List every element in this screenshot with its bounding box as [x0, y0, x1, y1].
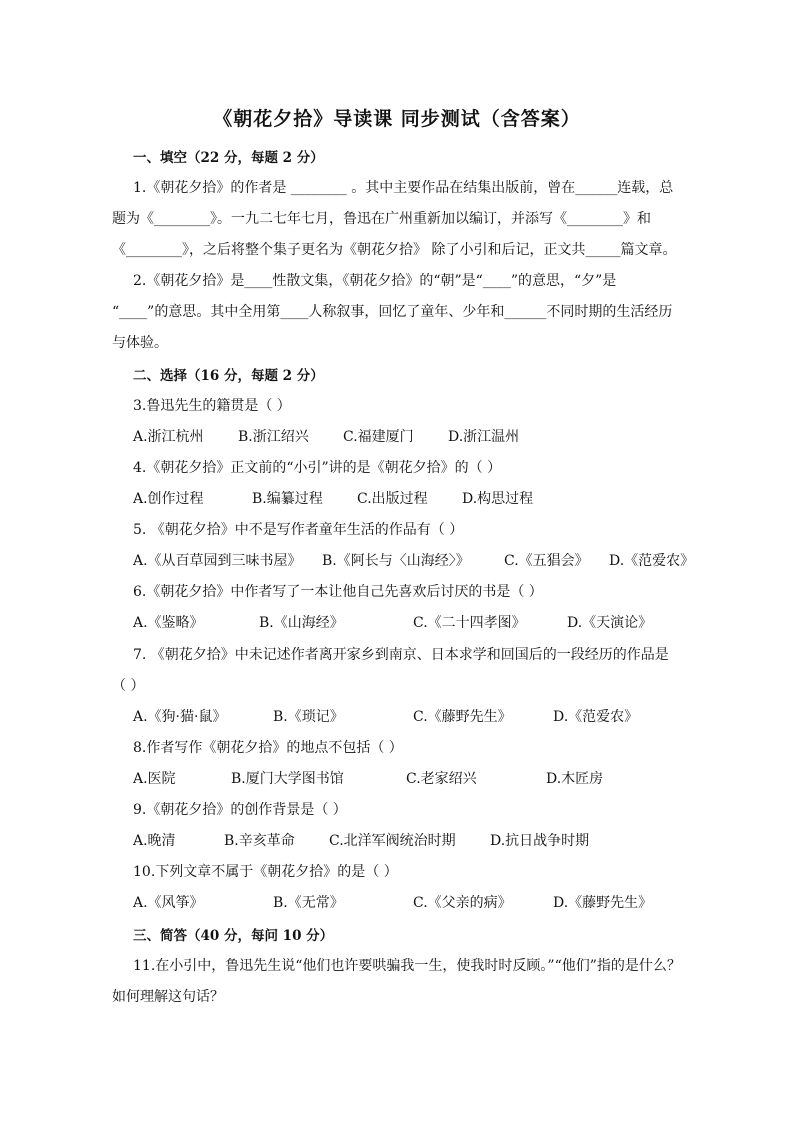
question-10-option-c: C.《父亲的病》	[413, 895, 512, 911]
question-6-option-a: A.《鉴略》	[133, 615, 204, 631]
question-3-option-a: A.浙江杭州	[133, 429, 204, 445]
question-10-option-b: B.《无常》	[273, 895, 344, 911]
question-3-option-c: C.福建厦门	[343, 429, 414, 445]
question-11-line-2: 如何理解这句话？	[112, 989, 224, 1005]
question-2-line-1: 2.《朝花夕拾》是____性散文集，《朝花夕拾》的“朝”是“____”的意思，“夕”是	[133, 273, 617, 289]
question-10-option-a: A.《风筝》	[133, 895, 204, 911]
question-5-option-a: A.《从百草园到三味书屋》	[133, 553, 302, 569]
section-heading-short-answer: 三、简答（40 分，每问 10 分）	[133, 928, 334, 944]
question-1-line-1: 1.《朝花夕拾》的作者是 ________ 。其中主要作品在结集出版前，曾在______连载，总	[133, 180, 674, 196]
page-title: 《朝花夕拾》导读课 同步测试（含答案）	[213, 108, 581, 130]
question-2-line-3: 与体验。	[112, 335, 168, 351]
question-4-option-c: C.出版过程	[357, 491, 428, 507]
question-6-option-c: C.《二十四孝图》	[413, 615, 526, 631]
question-9-option-d: D.抗日战争时期	[490, 833, 590, 849]
question-10-option-d: D.《藤野先生》	[553, 895, 653, 911]
question-11-line-1: 11.在小引中，鲁迅先生说“他们也许要哄骗我一生，使我时时反顾。”“他们”指的是什么？	[133, 958, 681, 974]
question-1-line-2: 题为《________》。一九二七年七月，鲁迅在广州重新加以编订，并添写《________》和	[112, 211, 651, 227]
question-10-stem: 10.下列文章不属于《朝花夕拾》的是（ ）	[133, 864, 398, 880]
question-5-option-d: D.《范爱农》	[609, 553, 695, 569]
question-4-option-d: D.构思过程	[462, 491, 534, 507]
question-4-option-b: B.编纂过程	[252, 491, 323, 507]
question-6-option-d: D.《天演论》	[567, 615, 653, 631]
question-8-option-b: B.厦门大学图书馆	[231, 771, 344, 787]
question-7-line-2: （ ）	[112, 678, 145, 694]
question-2-line-2: “____”的意思。其中全用第____人称叙事，回忆了童年、少年和______不同时期的生活经历	[112, 304, 673, 320]
question-5-stem: 5. 《朝花夕拾》中不是写作者童年生活的作品有（ ）	[133, 522, 464, 538]
question-7-option-d: D.《范爱农》	[553, 709, 639, 725]
question-5-option-b: B.《阿长与〈山海经〉》	[322, 553, 470, 569]
question-3-option-b: B.浙江绍兴	[238, 429, 309, 445]
question-8-option-a: A.医院	[133, 771, 176, 787]
question-9-option-c: C.北洋军阀统治时期	[329, 833, 456, 849]
question-7-option-c: C.《藤野先生》	[413, 709, 512, 725]
question-7-option-b: B.《琐记》	[273, 709, 344, 725]
question-3-option-d: D.浙江温州	[448, 429, 520, 445]
question-3-stem: 3.鲁迅先生的籍贯是（ ）	[133, 398, 291, 414]
question-1-line-3: 《________》，之后将整个集子更名为《朝花夕拾》 除了小引和后记，正文共_____篇文章。	[112, 242, 677, 258]
question-9-option-a: A.晚清	[133, 833, 176, 849]
question-8-option-c: C.老家绍兴	[406, 771, 477, 787]
question-8-option-d: D.木匠房	[546, 771, 604, 787]
question-9-stem: 9.《朝花夕拾》的创作背景是（ ）	[133, 802, 347, 818]
question-6-option-b: B.《山海经》	[259, 615, 344, 631]
question-9-option-b: B.辛亥革命	[224, 833, 295, 849]
question-4-option-a: A.创作过程	[133, 491, 204, 507]
question-5-option-c: C.《五猖会》	[504, 553, 589, 569]
question-6-stem: 6.《朝花夕拾》中作者写了一本让他自己先喜欢后讨厌的书是（ ）	[133, 584, 543, 600]
question-4-stem: 4.《朝花夕拾》正文前的“小引”讲的是《朝花夕拾》的（ ）	[133, 460, 502, 476]
question-7-line-1: 7. 《朝花夕拾》中未记述作者离开家乡到南京、日本求学和回国后的一段经历的作品是	[133, 647, 669, 663]
question-8-stem: 8.作者写作《朝花夕拾》的地点不包括（ ）	[133, 740, 403, 756]
section-heading-fill-in: 一、填空（22 分，每题 2 分）	[133, 150, 324, 166]
question-7-option-a: A.《狗·猫·鼠》	[133, 709, 227, 725]
section-heading-choice: 二、选择（16 分，每题 2 分）	[133, 368, 324, 384]
